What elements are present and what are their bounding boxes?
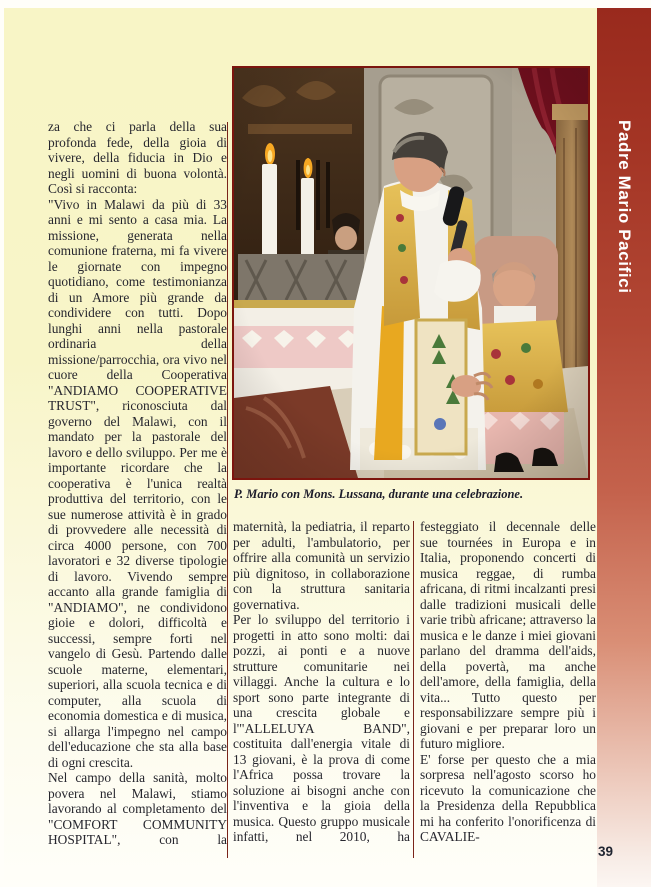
photo-caption: P. Mario con Mons. Lussana, durante una celebrazione.	[234, 487, 524, 501]
column-right	[420, 519, 596, 863]
column-separator-middle	[413, 521, 414, 858]
sidebar-band	[597, 8, 651, 887]
column-left	[48, 119, 227, 871]
paragraph: festeggiato il decennale delle sue tournées in Europa e in Italia, proponendo concerti di musica reggae, di rumba africana, di ritmi incalzanti presi dalle tradizioni musicali delle varie tribù africane; attraverso la musica e le danze i miei giovani parlano del dramma dell'aids, della povertà, ma anche dell'amore, della famiglia, della vita... Tutto questo per responsabilizzare sempre più i giovani e per preparar loro un futuro migliore.	[420, 519, 596, 751]
paragraph: Nel campo della sanità, molto povera nel Malawi, stiamo lavorando al completamento del "COMFORT COMMUNITY HOSPITAL", con la	[48, 770, 227, 847]
paragraph: maternità, la pediatria, il reparto per adulti, l'ambulatorio, per offrire alla comunità un servizio più dignitoso, in collaborazione con la struttura sanitaria governativa.	[233, 519, 410, 612]
sidebar-title: Padre Mario Pacifici	[615, 120, 634, 294]
paragraph: "Vivo in Malawi da più di 33 anni e mi sento a casa mia. La missione, generata nella comunione fraterna, mi fa vivere le giornate con impegno quotidiano, come testimonianza di un Amore più grande da condividere con tutti. Dopo lunghi anni nella pastorale ordinaria della missione/parrocchia, ora vivo nel cuore della Cooperativa "ANDIAMO COOPERATIVE TRUST", riconosciuta dal governo del Malawi, con il mandato per la pastorale del lavoro e dello sviluppo. Per me è importante ricordare che la cooperativa è l'unica realtà produttiva del territorio, con le sue numerose attività è in grado di provvedere alle necessità di circa 4000 persone, con 700 lavoratori e 32 diverse tipologie di lavoro. Vivendo sempre accanto alla grande famiglia di "ANDIAMO", ne condividono gioie e dolori, difficoltà e successi, sempre forti nel vangelo di Gesù. Partendo dalle scuole materne, elementari, superiori, alla scuola tecnica e di computer, alla scuola di economia domestica e di musica, si allarga l'impegno nel campo dell'educazione che sta alla base di ogni crescita.	[48, 196, 227, 770]
paragraph: Per lo sviluppo del territorio i progetti in atto sono molti: dai pozzi, ai ponti e a nuove strutture comunitarie nei villaggi. Anche la cultura e lo sport sono parte integrante di una crescita globale e l'"ALLELUYA BAND", costituita dall'energia vitale di 13 giovani, è la prova di come l'Africa possa trovare la soluzione ai bisogni anche con l'inventiva e la gioia della musica. Questo gruppo musicale infatti, nel 2010, ha	[233, 612, 410, 844]
column-separator-left	[227, 122, 228, 858]
paragraph: za che ci parla della sua profonda fede, della gioia di vivere, della fiducia in Dio e negli uomini di buona volontà. Così si racconta:	[48, 119, 227, 196]
celebration-photo	[232, 66, 590, 480]
paragraph: E' forse per questo che a mia sorpresa nell'agosto scorso ho ricevuto la comunicazione che la Presidenza della Repubblica mi ha conferito l'onorificenza di CAVALIE-	[420, 751, 596, 844]
page-number: 39	[598, 844, 614, 859]
column-middle	[233, 519, 410, 863]
